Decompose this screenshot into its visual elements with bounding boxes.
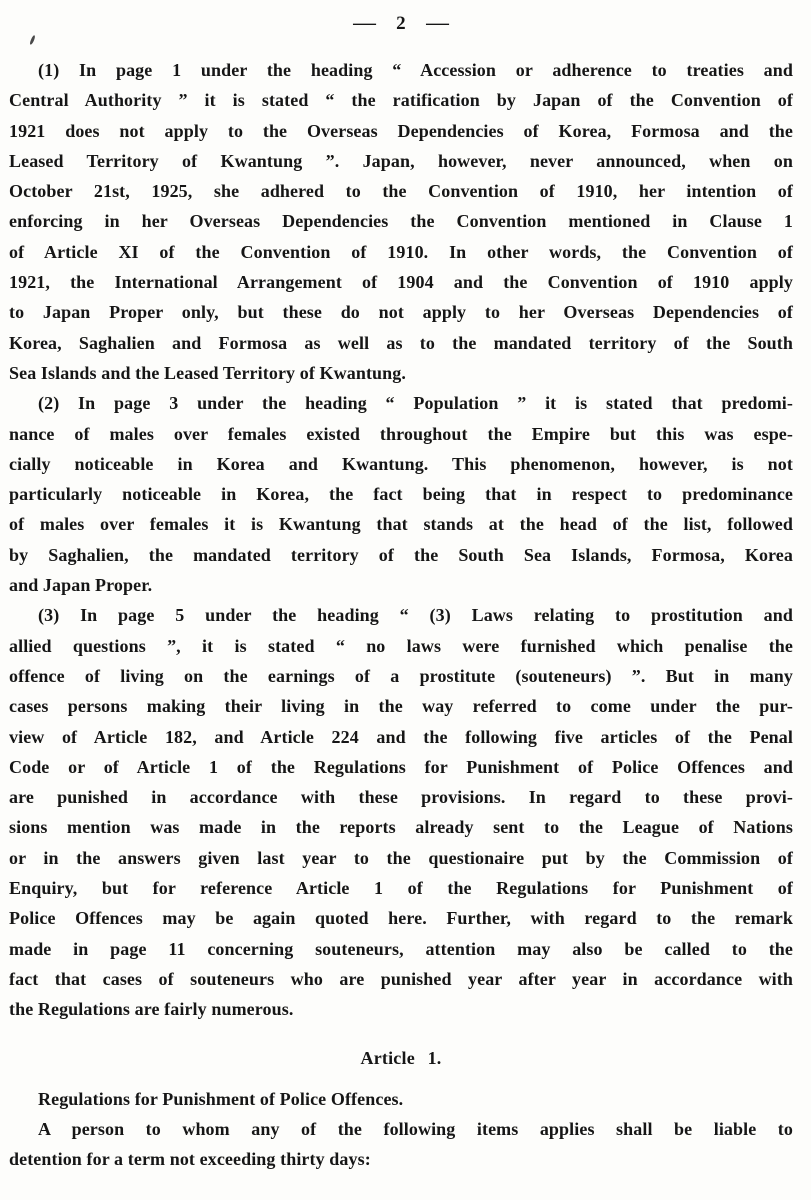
text-line: Korea, Saghalien and Formosa as well as to the mandated territory of the South <box>9 332 793 353</box>
header-dash-right: — <box>425 13 449 34</box>
text-line: Sea Islands and the Leased Territory of Kwantung. <box>9 362 406 383</box>
text-line: 1921, the International Arrangement of 1904 and the Convention of 1910 apply <box>9 272 793 293</box>
text-line: of males over females it is Kwantung that stands at the head of the list, followed <box>9 514 793 535</box>
article-heading: Article 1. <box>360 1047 442 1068</box>
paragraph-2 <box>9 388 793 600</box>
text-line: (2) In page 3 under the heading “ Population ” it is stated that predomi- <box>38 393 793 414</box>
text-line: fact that cases of souteneurs who are punished year after year in accordance with <box>9 968 793 989</box>
text-line: Enquiry, but for reference Article 1 of the Regulations for Punishment of <box>9 878 793 899</box>
text-line: Code or of Article 1 of the Regulations for Punishment of Police Offences and <box>9 756 793 777</box>
paragraph-1 <box>9 55 793 388</box>
text-line: (1) In page 1 under the heading “ Accession or adherence to treaties and <box>38 60 793 80</box>
header-dash-left: — <box>353 13 377 34</box>
text-line: sions mention was made in the reports already sent to the League of Nations <box>9 817 793 838</box>
scan-speck <box>29 35 36 45</box>
text-line: October 21st, 1925, she adhered to the Convention of 1910, her intention of <box>9 181 793 202</box>
text-line: Leased Territory of Kwantung ”. Japan, however, never announced, when on <box>9 150 793 171</box>
article-subheading: Regulations for Punishment of Police Offences. <box>38 1088 404 1109</box>
text-line: 1921 does not apply to the Overseas Dependencies of Korea, Formosa and the <box>9 120 793 141</box>
text-line: allied questions ”, it is stated “ no laws were furnished which penalise the <box>9 635 793 656</box>
paragraph-3 <box>9 600 793 1024</box>
text-line: Central Authority ” it is stated “ the ratification by Japan of the Convention of <box>9 90 793 111</box>
text-line: view of Article 182, and Article 224 and the following five articles of the Penal <box>9 726 793 747</box>
page-number: 2 <box>396 13 406 34</box>
article-section <box>9 1043 793 1175</box>
text-line: particularly noticeable in Korea, the fact being that in respect to predominance <box>9 484 793 505</box>
text-line: nance of males over females existed throughout the Empire but this was espe- <box>9 423 793 444</box>
page-header <box>9 12 793 36</box>
text-line: or in the answers given last year to the questionaire put by the Commission of <box>9 847 793 868</box>
text-line: of Article XI of the Convention of 1910. In other words, the Convention of <box>9 241 793 262</box>
text-line: Police Offences may be again quoted here. Further, with regard to the remark <box>9 908 793 929</box>
text-line: are punished in accordance with these provisions. In regard to these provi- <box>9 787 793 808</box>
text-line: the Regulations are fairly numerous. <box>9 999 294 1020</box>
text-line: offence of living on the earnings of a prostitute (souteneurs) ”. But in many <box>9 665 793 686</box>
text-line: by Saghalien, the mandated territory of the South Sea Islands, Formosa, Korea <box>9 544 793 565</box>
text-line: A person to whom any of the following items applies shall be liable to <box>38 1118 793 1139</box>
document-body <box>9 55 793 1025</box>
text-line: cases persons making their living in the way referred to come under the pur- <box>9 696 793 717</box>
text-line: cially noticeable in Korea and Kwantung. This phenomenon, however, is not <box>9 453 793 474</box>
text-line: (3) In page 5 under the heading “ (3) Laws relating to prostitution and <box>38 605 793 626</box>
text-line: made in page 11 concerning souteneurs, attention may also be called to the <box>9 938 793 959</box>
text-line: and Japan Proper. <box>9 575 153 596</box>
text-line: to Japan Proper only, but these do not apply to her Overseas Dependencies of <box>9 302 793 323</box>
text-line: enforcing in her Overseas Dependencies the Convention mentioned in Clause 1 <box>9 211 793 232</box>
text-line: detention for a term not exceeding thirty days: <box>9 1149 371 1170</box>
